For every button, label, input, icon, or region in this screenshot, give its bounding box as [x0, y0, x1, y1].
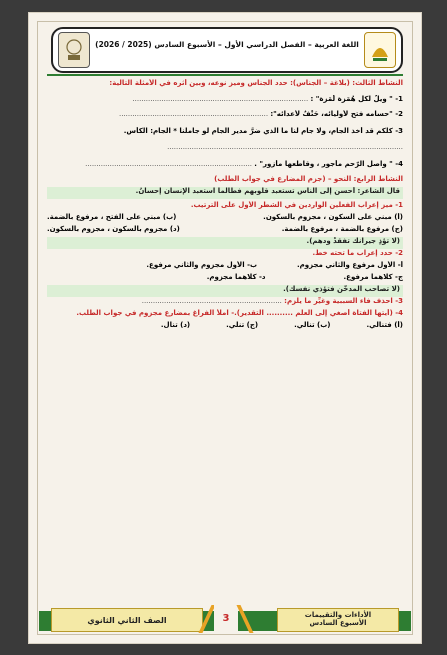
option-a: أ- الأول مرفوع والثاني مجزوم. — [297, 261, 403, 269]
activity3-title: النشاط الثالث: (بلاغة – الجناس): حدد الجناس وميز نوعه، وبين أثره في الأمثلة التالية: — [109, 79, 403, 87]
option-c: (ج) مرفوع بالضمة ، مرفوع بالضمة. — [281, 225, 403, 233]
option-a: (أ) مبني على السكون ، مجزوم بالسكون. — [263, 213, 403, 221]
worksheet-page — [28, 12, 422, 644]
activity4-q2: 2- حدد إعراب ما تحته خط. — [312, 249, 403, 257]
activity3-q4: 4- " واصل الرّحم مأجور ، وقاطعها مأزور" . — [254, 160, 403, 168]
activity4-q4: 4- (أيتها الفتاة أصغي إلى العلم .......... التقدير).- املأ الفراغ بمضارع مجزوم في جواب الطلب. — [76, 309, 403, 317]
option-b: ب- الأول مجزوم والثاني مرفوع. — [146, 261, 258, 269]
option-b: (ب) مبني على الفتح ، مرفوع بالضمة. — [47, 213, 177, 221]
options-row — [47, 225, 403, 237]
page-footer — [39, 605, 411, 633]
options-row — [47, 261, 403, 273]
option-b: (ب) تنالي. — [294, 321, 331, 329]
example-sentence: (لا تؤذِ جيرانك تفقدْ ودهم). — [47, 237, 403, 249]
grade-label: الصف الثاني الثانوي — [51, 608, 203, 632]
ministry-seal-icon — [58, 32, 90, 68]
activity3-q1: 1- " ويلٌ لكل هُمَزة لُمَزة" : — [310, 95, 403, 103]
activity4-title: النشاط الرابع: النحو – (جزم المضارع في جواب الطلب) — [214, 175, 403, 183]
page-header — [51, 27, 403, 73]
activity3-q3: 3- كلكم قد أخذ الجام، ولا جام لنا ما الذي ضرَّ مدير الجام لو جاملنا * الجام: الكأس. — [123, 127, 403, 135]
page-number: 3 — [214, 605, 238, 631]
option-d: (د) مجزوم بالسكون ، مجزوم بالسكون. — [47, 225, 180, 233]
option-d: د- كلاهما مجزوم. — [206, 273, 266, 281]
option-a: (أ) فتنالي. — [366, 321, 403, 329]
worksheet-content — [47, 79, 403, 333]
option-d: (د) تنال. — [160, 321, 191, 329]
poem-verse: قال الشاعر: أحسن إلى الناس تستعبد قلوبهم فطالما استعبد الإنسان إحسانُ. — [47, 187, 403, 199]
example-sentence: (لا تصاحب المدخّن فتؤذي نفسك). — [47, 285, 403, 297]
options-row — [47, 273, 403, 285]
section-line1: الأداءات والتقييمات — [304, 611, 372, 620]
option-c: ج- كلاهما مرفوع. — [343, 273, 403, 281]
answer-dots: ................................................................... — [118, 110, 269, 118]
section-label — [277, 608, 399, 632]
options-row — [47, 213, 403, 225]
section-line2: الأسبوع السادس — [309, 619, 367, 627]
activity4-q1: 1- ميز إعراب الفعلين الواردين في الشطر الأول على الترتيب. — [190, 201, 403, 209]
answer-dots: ........................................................................... — [85, 160, 253, 168]
page-title: اللغة العربية – الفصل الدراسي الأول – الأسبوع السادس (2025 / 2026) — [95, 40, 359, 49]
header-divider — [47, 74, 403, 76]
answer-dots: ............................................................... — [141, 297, 282, 305]
department-logo-icon — [364, 32, 396, 68]
answer-dots: ............................................................................... — [132, 95, 309, 103]
option-c: (ج) تنلي. — [226, 321, 259, 329]
activity4-q3: 3- احذف فاء السببية وغيِّر ما يلزم: — [284, 297, 403, 305]
options-row — [47, 321, 403, 333]
activity3-q2: 2- "حسامه فتح لأوليائه، حَتْفٌ لأعدائه": — [270, 110, 403, 118]
answer-dots: .......................................................................................................... — [167, 143, 403, 151]
